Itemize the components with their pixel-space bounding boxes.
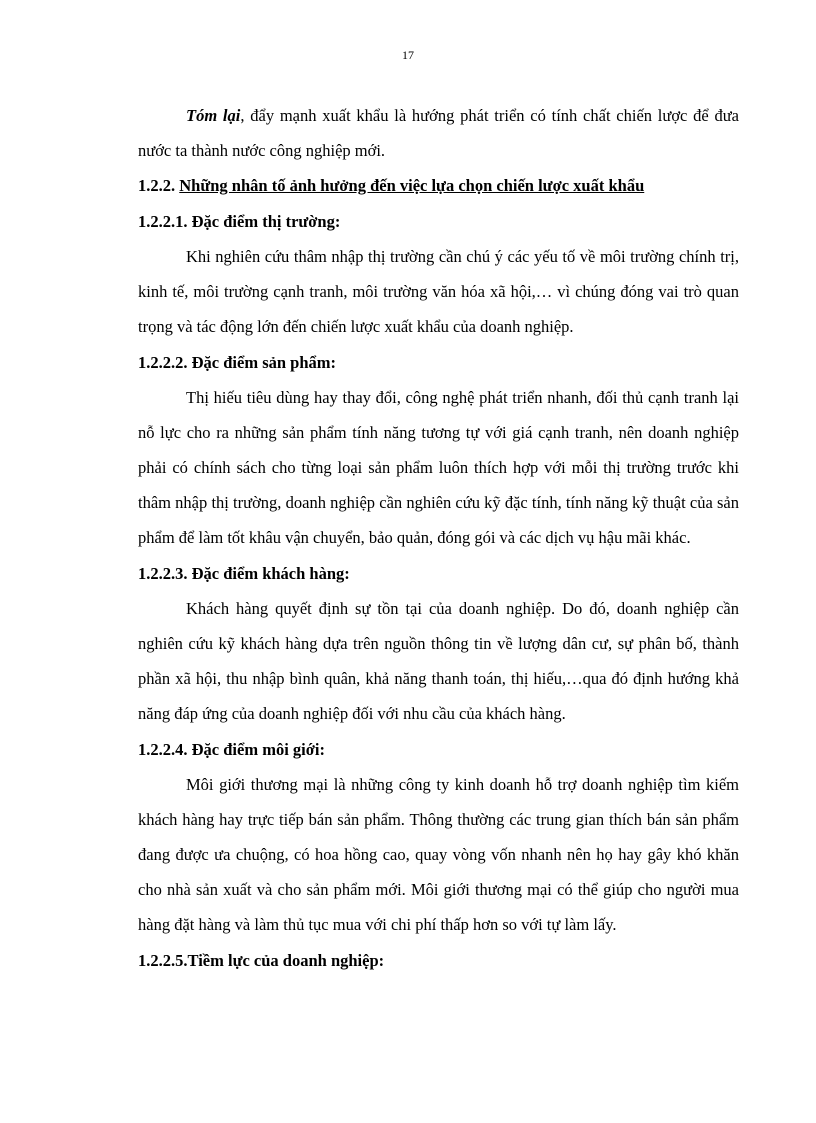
subsection-heading-broker: 1.2.2.4. Đặc điểm môi giới: xyxy=(138,740,325,759)
subsection-heading-capacity: 1.2.2.5.Tiềm lực của doanh nghiệp: xyxy=(138,951,385,970)
document-body xyxy=(138,98,739,978)
intro-emphasis: Tóm lại xyxy=(186,106,241,125)
section-title: Những nhân tố ảnh hưởng đến việc lựa chọn chiến lược xuất khẩu xyxy=(179,176,645,195)
intro-paragraph xyxy=(138,98,739,168)
subsection-body-broker: Môi giới thương mại là những công ty kinh doanh hỗ trợ doanh nghiệp tìm kiếm khách hàng hay trực tiếp bán sản phẩm. Thông thường các trung gian thích bán sản phẩm đang được ưa chuộng, có hoa hồng cao, quay vòng vốn nhanh nên họ hay gây khó khăn cho nhà sản xuất và cho sản phẩm mới. Môi giới thương mại có thể giúp cho người mua hàng đặt hàng và làm thủ tục mua với chi phí thấp hơn so với tự làm lấy. xyxy=(138,775,739,934)
page-number: 17 xyxy=(402,48,414,62)
subsection-body-product: Thị hiếu tiêu dùng hay thay đổi, công nghệ phát triển nhanh, đối thủ cạnh tranh lại nỗ lực cho ra những sản phẩm tính năng tương tự với giá cạnh tranh, nên doanh nghiệp phải có chính sách cho từng loại sản phẩm luôn thích hợp với mỗi thị trường trước khi thâm nhập thị trường, doanh nghiệp cần nghiên cứu kỹ đặc tính, tính năng kỹ thuật của sản phẩm để làm tốt khâu vận chuyển, bảo quản, đóng gói và các dịch vụ hậu mãi khác. xyxy=(138,388,739,547)
subsection-heading-market: 1.2.2.1. Đặc điểm thị trường: xyxy=(138,212,341,231)
intro-text: , đẩy mạnh xuất khẩu là hướng phát triển có tính chất chiến lược để đưa nước ta thành nước công nghiệp mới. xyxy=(138,106,739,160)
section-number: 1.2.2. xyxy=(138,176,176,195)
subsection-body-customer: Khách hàng quyết định sự tồn tại của doanh nghiệp. Do đó, doanh nghiệp cần nghiên cứu kỹ khách hàng dựa trên nguồn thông tin về lượng dân cư, sự phân bố, thành phần xã hội, thu nhập bình quân, khả năng thanh toán, thị hiếu,…qua đó định hướng khả năng đáp ứng của doanh nghiệp đối với nhu cầu của khách hàng. xyxy=(138,599,739,723)
subsection-heading-customer: 1.2.2.3. Đặc điểm khách hàng: xyxy=(138,564,350,583)
subsection-heading-product: 1.2.2.2. Đặc điểm sản phẩm: xyxy=(138,353,337,372)
subsection-body-market: Khi nghiên cứu thâm nhập thị trường cần chú ý các yếu tố về môi trường chính trị, kinh tế, môi trường cạnh tranh, môi trường văn hóa xã hội,… vì chúng đóng vai trò quan trọng và tác động lớn đến chiến lược xuất khẩu của doanh nghiệp. xyxy=(138,247,739,336)
section-heading xyxy=(138,168,739,203)
